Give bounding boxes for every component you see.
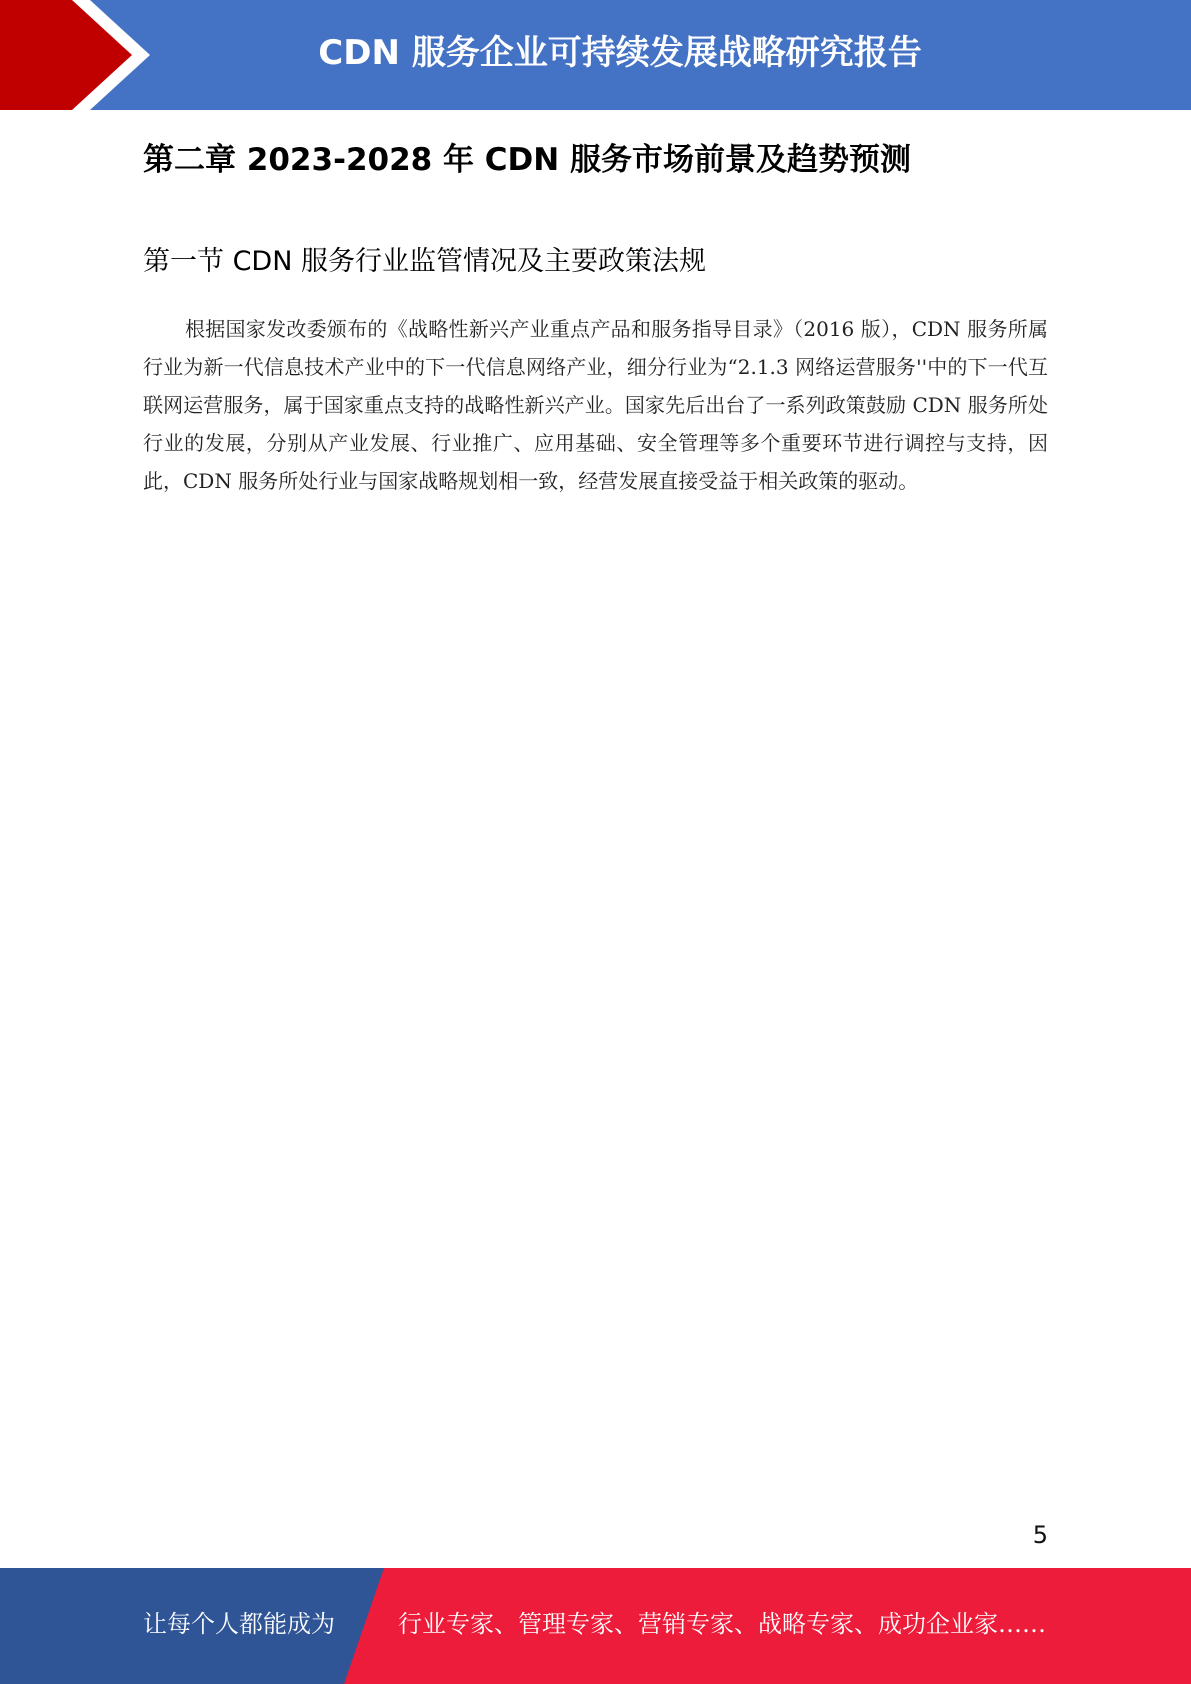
chapter-title: 第二章 2023-2028 年 CDN 服务市场前景及趋势预测: [143, 142, 912, 178]
section-title: 第一节 CDN 服务行业监管情况及主要政策法规: [143, 246, 707, 277]
footer-slogan-right: 行业专家、管理专家、营销专家、战略专家、成功企业家……: [398, 1610, 1046, 1638]
header-chevron-decoration: [0, 0, 160, 110]
header-banner: [0, 0, 1191, 110]
report-title: CDN 服务企业可持续发展战略研究报告: [318, 33, 922, 73]
page-number: 5: [1032, 1521, 1048, 1549]
body-paragraph: 根据国家发改委颁布的《战略性新兴产业重点产品和服务指导目录》（2016 版），CDN 服务所属行业为新一代信息技术产业中的下一代信息网络产业，细分行业为“2.1.3 网络运营服务''中的下一代互联网运营服务，属于国家重点支持的战略性新兴产业。国家先后出台了一系列政策鼓励 CDN 服务所处行业的发展，分别从产业发展、行业推广、应用基础、安全管理等多个重要环节进行调控与支持，因此，CDN 服务所处行业与国家战略规划相一致，经营发展直接受益于相关政策的驱动。: [143, 317, 1048, 493]
footer-banner: [0, 1568, 1191, 1684]
footer-slogan-left: 让每个人都能成为: [143, 1610, 335, 1638]
